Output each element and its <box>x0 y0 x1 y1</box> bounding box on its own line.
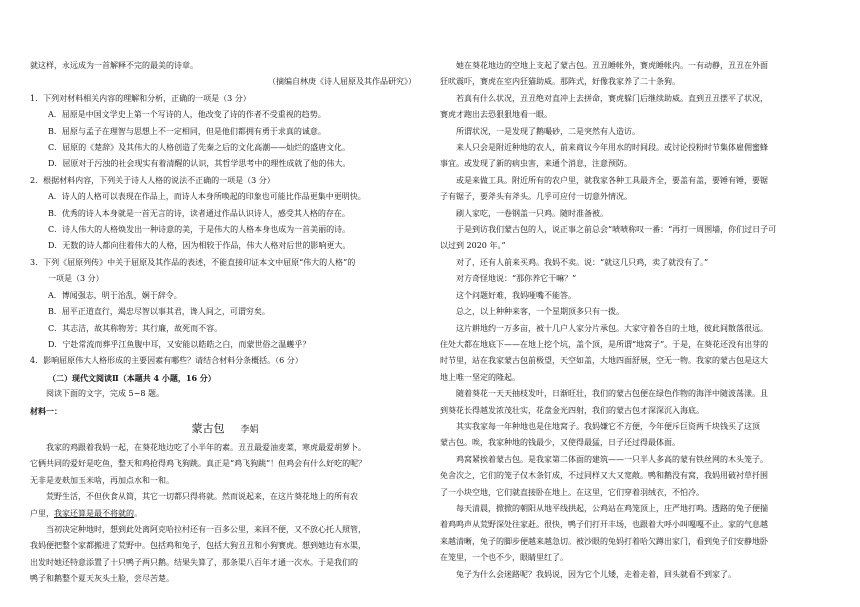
story-line: 蒙古包。唉，我家种地的钱最少，又使得最猛，日子还过得最体面。 <box>440 438 680 448</box>
story-line: 在笼里，一个也不少，眼睛里红了。 <box>440 553 568 563</box>
left-column <box>30 58 420 588</box>
text-line: 3．下列《屈原列传》中关于屈原及其作品的表述，不能直接印证本文中屈原“伟大的人格”的 <box>30 257 356 267</box>
story-line: 兔子为什么会迷路呢？我妈说，因为它个儿矮，走着走着，回头就看不到家了。 <box>456 569 736 579</box>
story-line: 着鸡鸣声从荒野深处往家赶。很快，鸭子们打开丰场，也跟着大呼小叫嘎嘎不止。家的气息越 <box>440 520 768 530</box>
text-line: C．屈原的《楚辞》及其伟大的人格创造了先秦之后的文化高潮——灿烂的盛唐文化。 <box>48 143 351 153</box>
right-column <box>440 58 830 583</box>
story-author: 李娟 <box>240 424 259 435</box>
story-line: 我妈便把整个家都搬进了荒野中。包括鸡和兔子，包括大狗丑丑和小狗赛虎。想到她边有水渠， <box>30 541 366 551</box>
text-line: （摘编自林庚《诗人屈原及其作品研究》） <box>268 77 416 87</box>
story-line: 她在葵花地边的空地上支起了蒙古包。丑丑睡帐外，赛虎睡帐内。一有动静，丑丑在外面 <box>456 61 768 70</box>
text-line: A．屈原是中国文学史上第一个写诗的人，他改变了诗的作者不受重视的趋势。 <box>48 110 326 120</box>
story-line: 我家的鸡跟着我妈一起，在葵花地边吃了小半年的素。丑丑最爱油麦菜，寒虎最爱胡萝卜。 <box>46 442 366 452</box>
text-line: （二）现代文阅读Ⅱ（本题共 4 小题，16 分） <box>48 372 216 383</box>
text-line: D．屈原对于污浊的社会现实有着清醒的认识，其哲学思考中的理性成就了他的伟大。 <box>48 159 351 169</box>
text-line: C．诗人伟大的人格焕发出一种诗意的美，于是伟大的人格本身也成为一首美丽的诗。 <box>48 225 351 235</box>
story-line: 户里，我家还算是最不将就的。 <box>30 508 142 518</box>
text-line: 2．根据材料内容，下列关于诗人人格的说法不正确的一项是（3 分） <box>30 175 275 185</box>
story-line: 了一小块空地，它们就直接卧在地上。在这里，它们穿着羽绒衣，不怕冷。 <box>440 487 704 497</box>
story-line: 免舍次之，它们的笼子仅木条钉成，不过同样又大又宽敞。鸭和鹅没有窝，我妈用破衬草扦围 <box>440 471 768 481</box>
story-line: 无非是麦麸加玉米啥，再加点水和一和。 <box>30 475 174 485</box>
text-line: 阅读下面的文字，完成 5~8 题。 <box>46 389 164 399</box>
story-line: 到葵花长得越发浓茂壮实，花盘金光四射，我们的蒙古包才深深沉入海底。 <box>440 405 704 415</box>
text-line: B．屈原与孟子在理智与思想上不一定相同，但是他们都拥有勇于求真的诚意。 <box>48 126 326 136</box>
story-title-row <box>30 419 420 440</box>
text-line: A．博闻强志，明于治乱，娴于辞令。 <box>48 290 182 300</box>
story-line: 它俩共同的爱好是吃鱼，整天和鸡抢得鸡飞狗跳。真正是“鸡飞狗跳”！但鸡会有什么好吃的呢？ <box>30 459 367 469</box>
story-line: 赛虎才跑出去恐狠狠地看一眼。 <box>440 110 552 120</box>
text-line: 就这样，永远成为一首解释不完的最美的诗章。 <box>30 61 198 70</box>
story-line: 于是到访我们蒙古包的人，说正事之前总会“啧啧称叹一番：“再打一周围墙，你们过日子可 <box>456 225 777 235</box>
story-line: 对了，还有人前来买鸡。我妈不卖。说：“就这几只鸡，卖了就没有了。” <box>456 257 709 267</box>
story-line: 对方奇怪地说：“那你养它干嘛？” <box>456 274 577 284</box>
story-line: 住处大都在地底下——在地上挖个坑，盖个顶，是所谓“地窝子”。于是，在葵花还没有出芽的 <box>440 339 769 349</box>
text-line: 4．影响屈原伟大人格形成的主要因素有哪些？请结合材料分条概括。（6 分） <box>30 356 303 366</box>
text-line: B．屈平正道直行，竭忠尽智以事其君，谗人间之，可谓穷矣。 <box>48 307 270 317</box>
story-line: 或是来做工具。附近所有的农户里，就我家各种工具最齐全，要盖有盖，要锤有锤，要锯 <box>456 175 768 185</box>
story-line: 这个问题好难，我妈哑嘴不能答。 <box>456 290 576 300</box>
story-line: 时节里，站在我家蒙古包前极望，天空如盖，大地四面舒展，空无一物。我家的蒙古包是这大 <box>440 356 768 366</box>
story-line: 来人只会是附近种地的农人，前来商议今年用水的时间段。或讨论投粉时节集体雇佣蜜蜂 <box>456 143 768 153</box>
text-line: D．无数的诗人都向往着伟大的人格，因为相较于作品，伟大人格对后世的影响更大。 <box>48 241 351 251</box>
story-line: 这片耕地约一万多亩，被十几户人家分片承包。大家守着各自的土地，彼此间散落很远。 <box>456 323 768 333</box>
story-line: 刷人家吃，一卷钢盖一只鸡。随时准备被。 <box>456 208 608 218</box>
story-title: 蒙古包 <box>191 421 225 435</box>
story-line: 鸭子和鹅整个夏天灰头土脸，尝尽苦楚。 <box>30 574 174 584</box>
text-line: 1．下列对材料相关内容的理解和分析，正确的一项是（3 分） <box>30 93 251 103</box>
story-line: 总之，以上种种来客，一个星期顶多只有一拨。 <box>456 307 624 317</box>
story-line: 鸡窝紧挨着蒙古包。是我家第二体面的建筑——一只半人多高的蒙有铁丝网的木头笼子。 <box>456 454 768 464</box>
story-line: 来越清晰，兔子的脚步便越来越急切。被沙眼的兔妈打着哈欠蹲出家门，看到兔子们安静地卧 <box>440 536 768 546</box>
story-line: 所谓状况，一是发现了鹅嘬砂，二是突然有人造访。 <box>456 126 640 136</box>
text-line: A．诗人的人格可以表现在作品上，而诗人本身所唤起的印象也可能比作品更集中更明快。 <box>48 192 366 202</box>
story-line: 子有锯子，要斧头有斧头。几乎可应付一切意外情况。 <box>440 192 632 202</box>
story-line: 荒野生活，不但伙食从简，其它一切都只得将就。然而说起来，在这片葵花地上的所有农 <box>46 492 358 502</box>
story-line: 狂吠震吓，赛虎在室内狂猫助威。那阵式，好像我家养了二十条狗。 <box>440 77 680 87</box>
story-line: 若真有什么状况，丑丑绝对直冲上去拼命，赛虎躲门后继续助威。直到丑丑摆平了状况， <box>456 93 768 103</box>
story-line: 以过到 2020 年。” <box>440 241 506 251</box>
underlined-phrase: 我家还算是最不将就的 <box>54 508 134 518</box>
text-line: 一项是（3 分） <box>48 274 104 284</box>
story-line: 地上唯一坚定的隆起。 <box>440 372 520 382</box>
text-line: D．宁赴常流而葬乎江鱼腹中耳，又安能以皓皓之白，而蒙世俗之温蠖乎？ <box>48 339 311 349</box>
story-line: 每天清晨，掀掀的朝阳从地平线拱起，公鸡站在鸡笼顶上，庄严地打鸣。透路的兔子便揣 <box>456 503 768 513</box>
text-line: C．其志洁，故其称物芳；其行廉，故死而不容。 <box>48 323 223 333</box>
story-line: 随着葵花一天天抽枝发叶，日渐旺壮，我们的蒙古包便在绿色作物的海洋中随波荡漾。且 <box>456 389 768 399</box>
story-line: 事宜。或发现了新的病虫害，来通个消息，注意预防。 <box>440 159 632 169</box>
story-line: 当初决定种地时，想到此处离阿克哈拉村还有一百多公里，来回不便，又不放心托人照管， <box>46 524 366 534</box>
text-line: 材料一： <box>30 405 62 416</box>
text-line: B．优秀的诗人本身就是一首无言的诗，读者通过作品认识诗人，感受其人格的存在。 <box>48 208 350 218</box>
story-line: 其实我家每一年种地也是住地窝子。我妈嫌它不方便，今年便斥巨资两千块钱买了这顶 <box>456 421 760 431</box>
story-line: 出发时她还特意添置了十只鸭子两只鹅。结果失算了，那条渠八百年才通一次水。于是我们的 <box>30 557 358 567</box>
